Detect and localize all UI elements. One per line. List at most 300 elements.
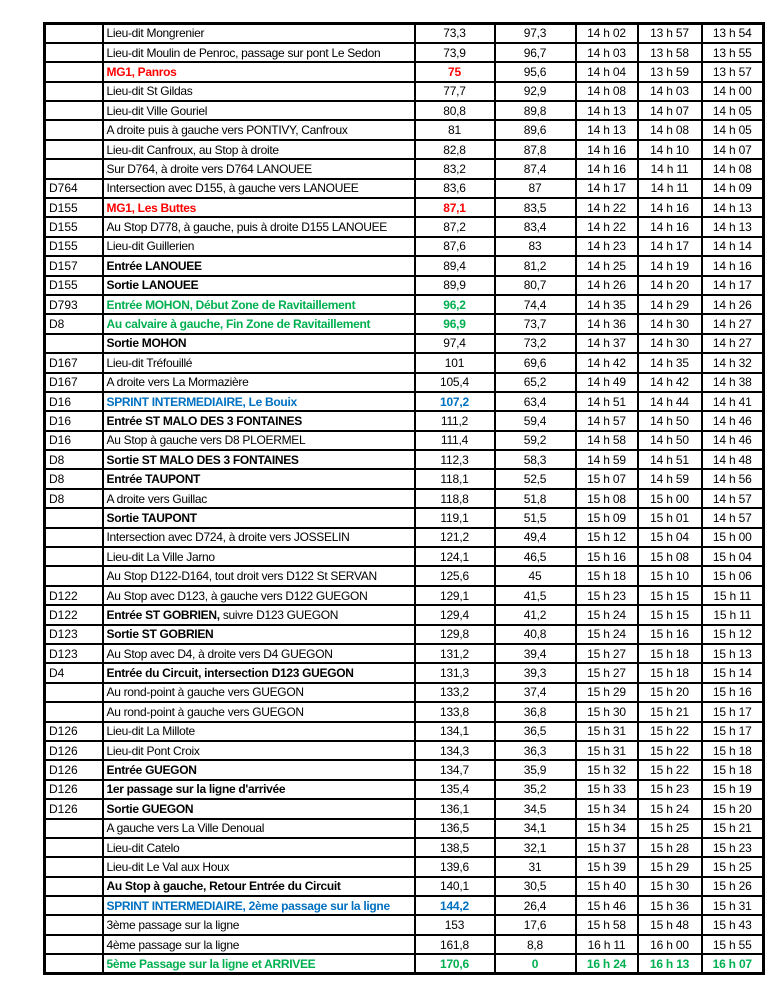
road-cell <box>45 43 103 62</box>
location-cell <box>103 683 415 702</box>
km-remaining-cell: 87,4 <box>495 159 576 178</box>
km-remaining-cell: 80,7 <box>495 276 576 295</box>
km-cell <box>415 217 495 236</box>
location-text: Lieu-dit Canfroux, au Stop à droite <box>106 142 279 157</box>
location-text: Au Stop D778, à gauche, puis à droite D155 LANOUEE <box>106 220 388 235</box>
location-text: SPRINT INTERMEDIAIRE, Le Bouix <box>106 394 297 409</box>
time3-cell: 14 h 05 <box>702 101 764 120</box>
time2-cell: 14 h 35 <box>638 353 702 372</box>
table-row <box>45 82 764 101</box>
km-remaining-cell: 40,8 <box>495 625 576 644</box>
location-cell <box>103 625 415 644</box>
km-remaining-cell: 17,6 <box>495 915 576 934</box>
time3-cell: 15 h 23 <box>702 838 764 857</box>
time2-cell: 14 h 30 <box>638 334 702 353</box>
location-cell <box>103 508 415 527</box>
time1-cell: 16 h 11 <box>576 935 638 954</box>
location-cell <box>103 838 415 857</box>
table-row <box>45 198 764 217</box>
location-cell <box>103 140 415 159</box>
km-remaining-cell: 35,2 <box>495 780 576 799</box>
time2-cell: 14 h 44 <box>638 392 702 411</box>
km-cell <box>415 431 495 450</box>
time1-cell: 14 h 25 <box>576 256 638 275</box>
location-cell <box>103 528 415 547</box>
km-cell <box>415 896 495 915</box>
location-text: Sortie ST GOBRIEN <box>106 627 214 642</box>
time1-cell: 15 h 12 <box>576 528 638 547</box>
location-cell <box>103 586 415 605</box>
time3-cell: 15 h 43 <box>702 915 764 934</box>
road-cell: D126 <box>45 760 103 779</box>
time1-cell: 15 h 24 <box>576 605 638 624</box>
time1-cell: 15 h 34 <box>576 819 638 838</box>
km-remaining-cell: 89,6 <box>495 120 576 139</box>
time2-cell: 15 h 15 <box>638 605 702 624</box>
road-cell: D122 <box>45 605 103 624</box>
road-cell <box>45 528 103 547</box>
time1-cell: 14 h 03 <box>576 43 638 62</box>
km-cell <box>415 935 495 954</box>
location-text: MG1, Les Buttes <box>106 200 197 215</box>
time1-cell: 15 h 40 <box>576 877 638 896</box>
table-row <box>45 295 764 314</box>
table-row <box>45 256 764 275</box>
time1-cell: 15 h 24 <box>576 625 638 644</box>
table-row <box>45 857 764 876</box>
km-cell <box>415 566 495 585</box>
km-remaining-cell: 39,4 <box>495 644 576 663</box>
km-value: 105,4 <box>439 375 470 390</box>
km-remaining-cell: 41,5 <box>495 586 576 605</box>
time3-cell: 14 h 13 <box>702 198 764 217</box>
time3-cell: 15 h 18 <box>702 741 764 760</box>
time1-cell: 14 h 08 <box>576 82 638 101</box>
time3-cell: 14 h 27 <box>702 334 764 353</box>
road-cell: D8 <box>45 489 103 508</box>
location-cell <box>103 605 415 624</box>
location-cell <box>103 469 415 488</box>
km-cell <box>415 702 495 721</box>
time2-cell: 16 h 00 <box>638 935 702 954</box>
km-value: 121,2 <box>439 530 470 545</box>
location-cell <box>103 780 415 799</box>
table-row <box>45 644 764 663</box>
table-row <box>45 702 764 721</box>
km-cell <box>415 954 495 973</box>
table-row <box>45 237 764 256</box>
time1-cell: 15 h 16 <box>576 547 638 566</box>
location-text: Lieu-dit Pont Croix <box>106 743 200 758</box>
location-text: Lieu-dit St Gildas <box>106 84 193 99</box>
table-row <box>45 508 764 527</box>
time1-cell: 14 h 02 <box>576 24 638 43</box>
time2-cell: 14 h 30 <box>638 314 702 333</box>
km-value: 87,2 <box>443 220 466 235</box>
time3-cell: 15 h 12 <box>702 625 764 644</box>
time2-cell: 15 h 00 <box>638 489 702 508</box>
km-value: 111,4 <box>440 433 469 448</box>
road-cell: D16 <box>45 411 103 430</box>
location-text: Au Stop à gauche, Retour Entrée du Circuit <box>106 879 341 894</box>
time3-cell: 14 h 41 <box>702 392 764 411</box>
location-text: Au Stop D122-D164, tout droit vers D122 St SERVAN <box>106 569 377 584</box>
time3-cell: 15 h 19 <box>702 780 764 799</box>
table-row <box>45 179 764 198</box>
road-cell: D122 <box>45 586 103 605</box>
table-row <box>45 915 764 934</box>
km-remaining-cell: 41,2 <box>495 605 576 624</box>
location-cell <box>103 392 415 411</box>
location-text: Entrée ST GOBRIEN, <box>106 607 220 622</box>
km-value: 73,3 <box>443 26 466 41</box>
km-remaining-cell: 63,4 <box>495 392 576 411</box>
km-value: 131,3 <box>439 666 470 681</box>
road-cell <box>45 838 103 857</box>
time3-cell: 14 h 27 <box>702 314 764 333</box>
location-cell <box>103 314 415 333</box>
km-cell <box>415 411 495 430</box>
time1-cell: 15 h 29 <box>576 683 638 702</box>
time3-cell: 15 h 17 <box>702 702 764 721</box>
road-cell <box>45 857 103 876</box>
time2-cell: 14 h 07 <box>638 101 702 120</box>
time1-cell: 14 h 58 <box>576 431 638 450</box>
km-remaining-cell: 96,7 <box>495 43 576 62</box>
location-text: 3ème passage sur la ligne <box>106 918 240 933</box>
km-cell <box>415 82 495 101</box>
road-cell: D167 <box>45 373 103 392</box>
time3-cell: 15 h 11 <box>702 605 764 624</box>
time1-cell: 15 h 23 <box>576 586 638 605</box>
km-remaining-cell: 39,3 <box>495 663 576 682</box>
km-value: 118,1 <box>440 472 469 487</box>
location-cell <box>103 198 415 217</box>
location-cell <box>103 24 415 43</box>
location-text: Lieu-dit Mongrenier <box>106 26 205 41</box>
time3-cell: 14 h 46 <box>702 431 764 450</box>
km-value: 107,2 <box>439 394 470 409</box>
time1-cell: 14 h 35 <box>576 295 638 314</box>
location-text: Lieu-dit Guillerien <box>106 239 195 254</box>
time2-cell: 14 h 29 <box>638 295 702 314</box>
location-cell <box>103 799 415 818</box>
time1-cell: 15 h 08 <box>576 489 638 508</box>
time2-cell: 15 h 29 <box>638 857 702 876</box>
km-value: 125,6 <box>439 569 470 584</box>
road-cell: D126 <box>45 780 103 799</box>
location-cell <box>103 373 415 392</box>
time1-cell: 14 h 22 <box>576 198 638 217</box>
km-remaining-cell: 92,9 <box>495 82 576 101</box>
km-remaining-cell: 45 <box>495 566 576 585</box>
time3-cell: 14 h 13 <box>702 217 764 236</box>
time3-cell: 15 h 04 <box>702 547 764 566</box>
time2-cell: 15 h 25 <box>638 819 702 838</box>
location-cell <box>103 896 415 915</box>
road-cell <box>45 915 103 934</box>
table-row <box>45 101 764 120</box>
road-cell <box>45 140 103 159</box>
location-text: Entrée MOHON, Début Zone de Ravitaillement <box>106 297 356 312</box>
time2-cell: 15 h 22 <box>638 722 702 741</box>
km-value: 83,6 <box>443 181 466 196</box>
table-row <box>45 217 764 236</box>
km-cell <box>415 857 495 876</box>
time2-cell: 15 h 28 <box>638 838 702 857</box>
road-cell <box>45 566 103 585</box>
location-text: MG1, Panros <box>106 64 177 79</box>
km-cell <box>415 373 495 392</box>
time2-cell: 15 h 22 <box>638 760 702 779</box>
location-text: Lieu-dit Catelo <box>106 840 180 855</box>
location-cell <box>103 82 415 101</box>
table-row <box>45 450 764 469</box>
table-row <box>45 760 764 779</box>
location-cell <box>103 62 415 81</box>
time1-cell: 15 h 34 <box>576 799 638 818</box>
location-text: Intersection avec D155, à gauche vers LANOUEE <box>106 181 359 196</box>
km-value: 89,9 <box>443 278 466 293</box>
km-cell <box>415 295 495 314</box>
route-table-body <box>45 24 764 974</box>
time1-cell: 14 h 17 <box>576 179 638 198</box>
time2-cell: 15 h 01 <box>638 508 702 527</box>
km-cell <box>415 528 495 547</box>
km-value: 112,3 <box>440 452 469 467</box>
time1-cell: 15 h 58 <box>576 915 638 934</box>
table-row <box>45 373 764 392</box>
road-cell: D157 <box>45 256 103 275</box>
km-cell <box>415 877 495 896</box>
time2-cell: 15 h 16 <box>638 625 702 644</box>
km-value: 129,8 <box>439 627 470 642</box>
time3-cell: 15 h 55 <box>702 935 764 954</box>
table-row <box>45 528 764 547</box>
road-cell: D155 <box>45 217 103 236</box>
time2-cell: 15 h 23 <box>638 780 702 799</box>
location-text: Entrée TAUPONT <box>106 472 201 487</box>
km-value: 129,1 <box>439 588 470 603</box>
time1-cell: 14 h 13 <box>576 120 638 139</box>
location-text: Lieu-dit La Millote <box>106 724 195 739</box>
road-cell <box>45 120 103 139</box>
road-cell <box>45 954 103 973</box>
time2-cell: 14 h 51 <box>638 450 702 469</box>
table-row <box>45 799 764 818</box>
km-remaining-cell: 73,7 <box>495 314 576 333</box>
table-row <box>45 877 764 896</box>
location-text: Entrée GUEGON <box>106 763 197 778</box>
time3-cell: 16 h 07 <box>702 954 764 973</box>
km-value: 129,4 <box>439 607 470 622</box>
location-cell <box>103 566 415 585</box>
time3-cell: 15 h 25 <box>702 857 764 876</box>
km-remaining-cell: 31 <box>495 857 576 876</box>
table-row <box>45 159 764 178</box>
location-text: Sortie MOHON <box>106 336 187 351</box>
time2-cell: 14 h 08 <box>638 120 702 139</box>
time1-cell: 14 h 13 <box>576 101 638 120</box>
time1-cell: 15 h 27 <box>576 663 638 682</box>
km-remaining-cell: 52,5 <box>495 469 576 488</box>
km-cell <box>415 683 495 702</box>
time1-cell: 14 h 04 <box>576 62 638 81</box>
km-cell <box>415 489 495 508</box>
location-cell <box>103 334 415 353</box>
time2-cell: 14 h 03 <box>638 82 702 101</box>
table-row <box>45 838 764 857</box>
km-cell <box>415 353 495 372</box>
time1-cell: 15 h 37 <box>576 838 638 857</box>
km-cell <box>415 644 495 663</box>
road-cell <box>45 819 103 838</box>
time2-cell: 14 h 19 <box>638 256 702 275</box>
time2-cell: 14 h 59 <box>638 469 702 488</box>
table-row <box>45 741 764 760</box>
time3-cell: 15 h 18 <box>702 760 764 779</box>
time2-cell: 15 h 30 <box>638 877 702 896</box>
time3-cell: 14 h 17 <box>702 276 764 295</box>
km-value: 136,5 <box>439 821 470 836</box>
location-cell <box>103 101 415 120</box>
km-remaining-cell: 83 <box>495 237 576 256</box>
time2-cell: 14 h 10 <box>638 140 702 159</box>
time3-cell: 15 h 13 <box>702 644 764 663</box>
time1-cell: 14 h 49 <box>576 373 638 392</box>
time3-cell: 14 h 48 <box>702 450 764 469</box>
table-row <box>45 819 764 838</box>
km-cell <box>415 605 495 624</box>
table-row <box>45 547 764 566</box>
time1-cell: 14 h 37 <box>576 334 638 353</box>
km-cell <box>415 62 495 81</box>
km-value: 97,4 <box>443 336 466 351</box>
km-remaining-cell: 35,9 <box>495 760 576 779</box>
road-cell: D126 <box>45 741 103 760</box>
time2-cell: 14 h 16 <box>638 217 702 236</box>
table-row <box>45 935 764 954</box>
time1-cell: 16 h 24 <box>576 954 638 973</box>
time2-cell: 14 h 16 <box>638 198 702 217</box>
time1-cell: 15 h 39 <box>576 857 638 876</box>
table-row <box>45 314 764 333</box>
road-cell: D793 <box>45 295 103 314</box>
road-cell <box>45 702 103 721</box>
time1-cell: 14 h 16 <box>576 159 638 178</box>
km-remaining-cell: 97,3 <box>495 24 576 43</box>
time1-cell: 15 h 30 <box>576 702 638 721</box>
km-cell <box>415 314 495 333</box>
km-cell <box>415 547 495 566</box>
km-remaining-cell: 36,8 <box>495 702 576 721</box>
km-cell <box>415 256 495 275</box>
km-cell <box>415 838 495 857</box>
time1-cell: 14 h 59 <box>576 450 638 469</box>
table-row <box>45 353 764 372</box>
km-cell <box>415 799 495 818</box>
road-cell: D126 <box>45 799 103 818</box>
location-text: Au calvaire à gauche, Fin Zone de Ravitaillement <box>106 317 371 332</box>
table-row <box>45 896 764 915</box>
km-remaining-cell: 83,5 <box>495 198 576 217</box>
road-cell: D4 <box>45 663 103 682</box>
time1-cell: 15 h 32 <box>576 760 638 779</box>
location-cell <box>103 915 415 934</box>
km-cell <box>415 780 495 799</box>
table-row <box>45 780 764 799</box>
time2-cell: 15 h 36 <box>638 896 702 915</box>
time2-cell: 13 h 58 <box>638 43 702 62</box>
table-row <box>45 431 764 450</box>
location-text: 5ème Passage sur la ligne et ARRIVEE <box>106 956 316 971</box>
time2-cell: 14 h 20 <box>638 276 702 295</box>
km-remaining-cell: 69,6 <box>495 353 576 372</box>
road-cell: D123 <box>45 644 103 663</box>
table-row <box>45 489 764 508</box>
time2-cell: 15 h 18 <box>638 663 702 682</box>
time2-cell: 14 h 11 <box>638 159 702 178</box>
km-cell <box>415 722 495 741</box>
road-cell: D8 <box>45 469 103 488</box>
route-table <box>43 22 765 975</box>
km-value: 118,8 <box>440 491 469 506</box>
location-cell <box>103 741 415 760</box>
time3-cell: 14 h 14 <box>702 237 764 256</box>
km-value: 83,2 <box>443 161 466 176</box>
time3-cell: 15 h 20 <box>702 799 764 818</box>
time3-cell: 15 h 00 <box>702 528 764 547</box>
time3-cell: 14 h 57 <box>702 508 764 527</box>
km-value: 135,4 <box>439 782 470 797</box>
time1-cell: 14 h 42 <box>576 353 638 372</box>
location-text: 4ème passage sur la ligne <box>106 937 240 952</box>
time3-cell: 15 h 06 <box>702 566 764 585</box>
km-value: 77,7 <box>443 84 466 99</box>
location-cell <box>103 256 415 275</box>
time3-cell: 14 h 56 <box>702 469 764 488</box>
road-cell: D155 <box>45 198 103 217</box>
time1-cell: 15 h 18 <box>576 566 638 585</box>
time1-cell: 14 h 57 <box>576 411 638 430</box>
road-cell <box>45 508 103 527</box>
time3-cell: 15 h 14 <box>702 663 764 682</box>
road-cell <box>45 62 103 81</box>
km-value: 170,6 <box>439 956 470 971</box>
km-remaining-cell: 81,2 <box>495 256 576 275</box>
time3-cell: 14 h 32 <box>702 353 764 372</box>
table-row <box>45 120 764 139</box>
km-value: 124,1 <box>439 549 470 564</box>
time3-cell: 14 h 57 <box>702 489 764 508</box>
location-cell <box>103 217 415 236</box>
km-cell <box>415 334 495 353</box>
time3-cell: 14 h 08 <box>702 159 764 178</box>
location-text: A droite puis à gauche vers PONTIVY, Canfroux <box>106 123 348 138</box>
km-remaining-cell: 37,4 <box>495 683 576 702</box>
location-text: Intersection avec D724, à droite vers JOSSELIN <box>106 530 350 545</box>
time3-cell: 14 h 38 <box>702 373 764 392</box>
km-value: 96,9 <box>443 317 466 332</box>
km-remaining-cell: 59,2 <box>495 431 576 450</box>
km-remaining-cell: 51,8 <box>495 489 576 508</box>
km-value: 89,4 <box>443 258 466 273</box>
km-cell <box>415 915 495 934</box>
km-value: 80,8 <box>443 103 466 118</box>
location-cell <box>103 489 415 508</box>
table-row <box>45 334 764 353</box>
km-remaining-cell: 26,4 <box>495 896 576 915</box>
